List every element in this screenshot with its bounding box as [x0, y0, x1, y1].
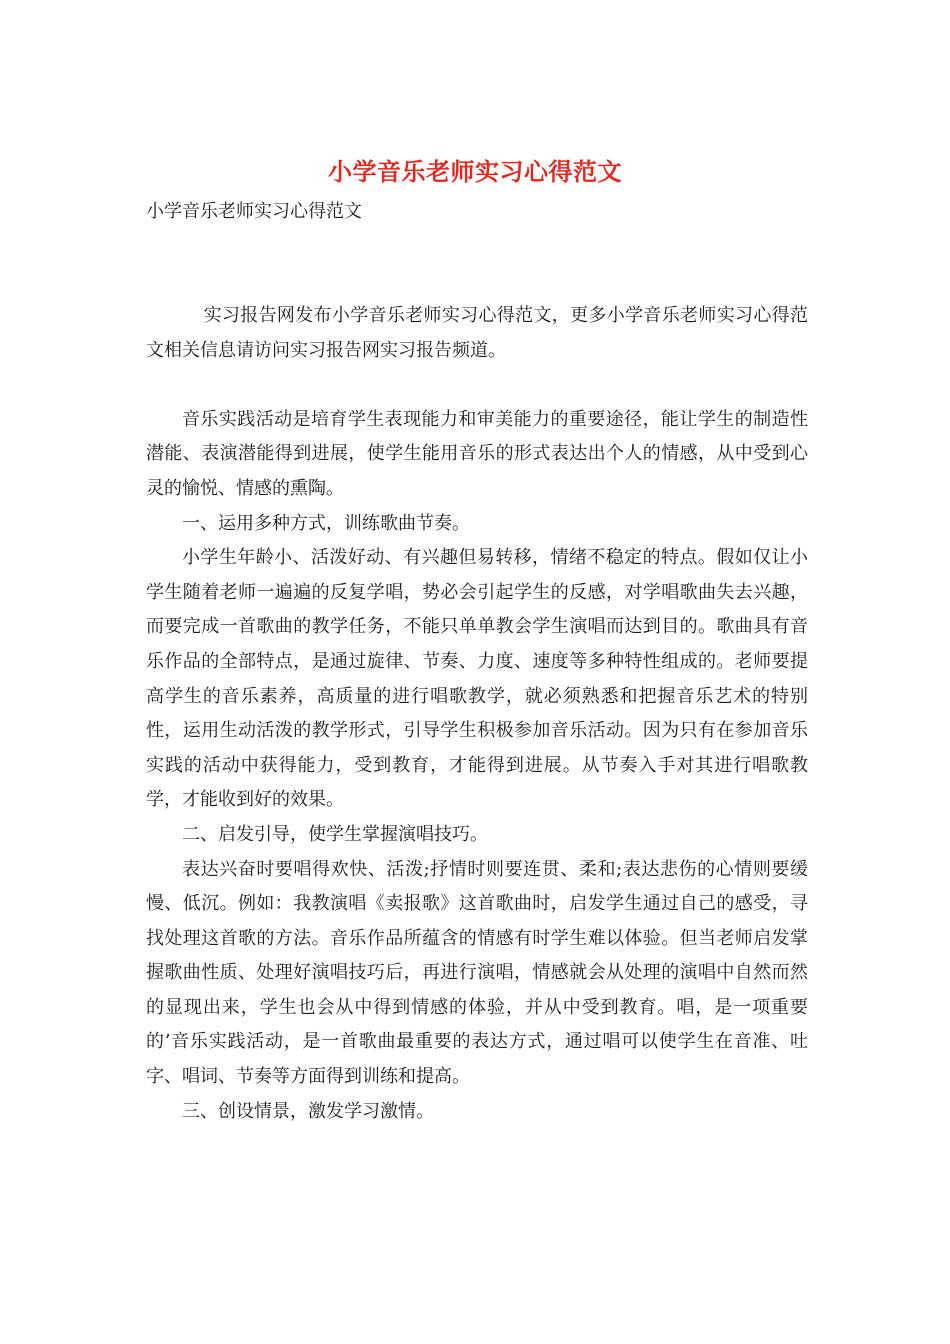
intro-paragraph: 实习报告网发布小学音乐老师实习心得范文，更多小学音乐老师实习心得范文相关信息请访问实习报告网实习报告频道。 — [146, 305, 808, 361]
document-subtitle: 小学音乐老师实习心得范文 — [146, 201, 362, 222]
document-title: 小学音乐老师实习心得范文 — [328, 157, 622, 186]
section-heading-2: 二、启发引导，使学生掌握演唱技巧。 — [182, 823, 488, 845]
body-paragraph: 表达兴奋时要唱得欢快、活泼;抒情时则要连贯、柔和;表达悲伤的心情则要缓慢、低沉。例如：我教演唱《卖报歌》这首歌曲时，启发学生通过自己的感受，寻找处理这首歌的方法。音乐作品所蕴含的情感有时学生难以体验。但当老师启发掌握歌曲性质、处理好演唱技巧后，再进行演唱，情感就会从处理的演唱中自然而然的显现出来，学生也会从中得到情感的体验，并从中受到教育。唱，是一项重要的’音乐实践活动，是一首歌曲最重要的表达方式，通过唱可以使学生在音准、吐字、唱词、节奏等方面得到训练和提高。 — [146, 858, 808, 1088]
body-paragraph: 音乐实践活动是培育学生表现能力和审美能力的重要途径，能让学生的制造性潜能、表演潜能得到进展，使学生能用音乐的形式表达出个人的情感，从中受到心灵的愉悦、情感的熏陶。 — [146, 408, 808, 499]
section-heading-1: 一、运用多种方式，训练歌曲节奏。 — [182, 512, 470, 534]
document-body — [146, 299, 808, 1129]
body-paragraph: 小学生年龄小、活泼好动、有兴趣但易转移，情绪不稳定的特点。假如仅让小学生随着老师一遍遍的反复学唱，势必会引起学生的反感，对学唱歌曲失去兴趣，而要完成一首歌曲的教学任务，不能只单单教会学生演唱而达到目的。歌曲具有音乐作品的全部特点，是通过旋律、节奏、力度、速度等多种特性组成的。老师要提高学生的音乐素养，高质量的进行唱歌教学，就必须熟悉和把握音乐艺术的特别性，运用生动活泼的教学形式，引导学生积极参加音乐活动。因为只有在参加音乐实践的活动中获得能力，受到教育，才能得到进展。从节奏入手对其进行唱歌教学，才能收到好的效果。 — [146, 547, 808, 811]
section-heading-3: 三、创设情景，激发学习激情。 — [182, 1100, 434, 1122]
